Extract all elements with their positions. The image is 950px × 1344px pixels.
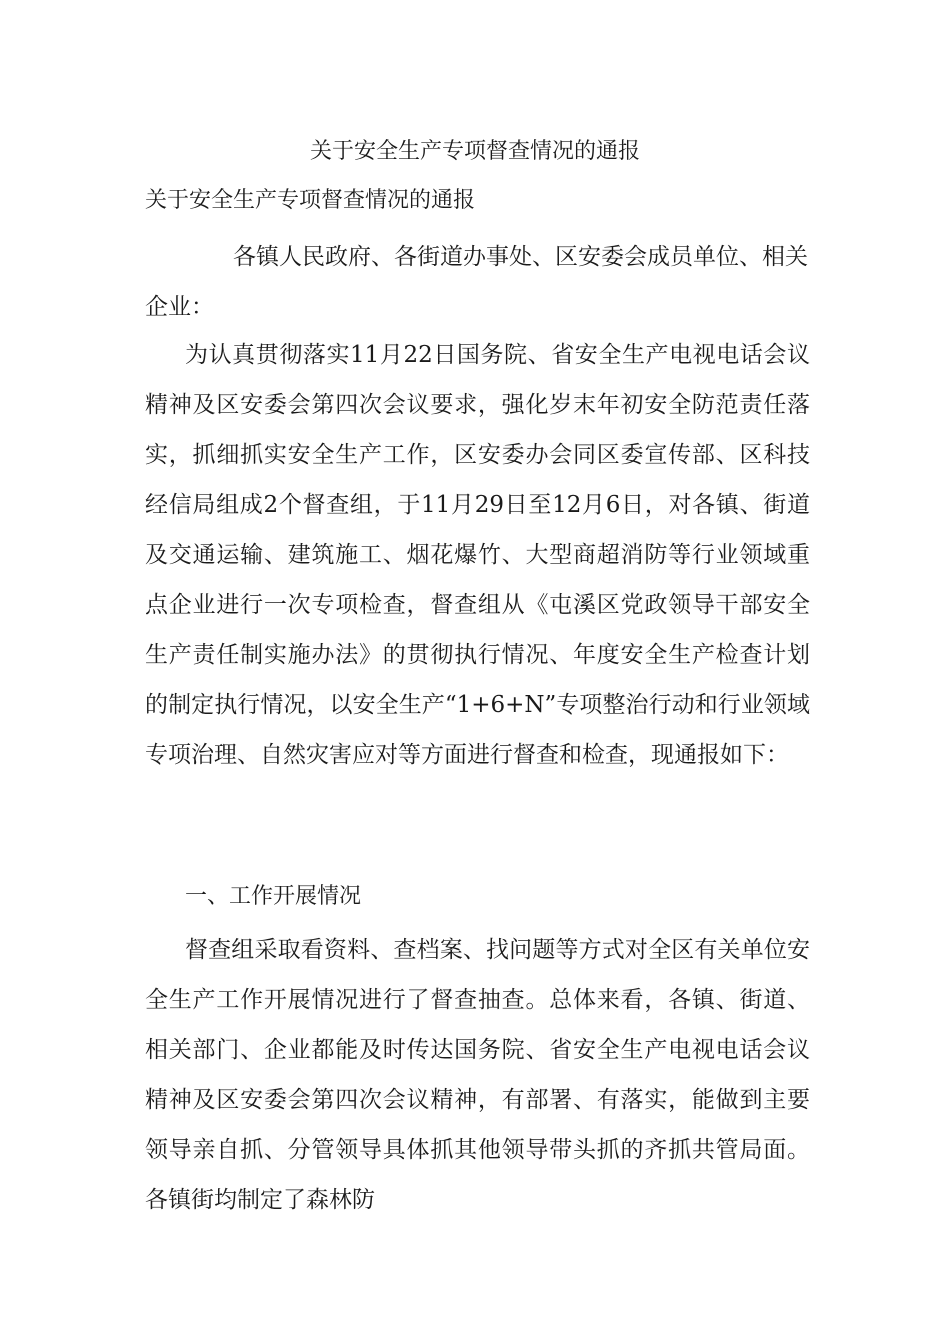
paragraph-intro: 为认真贯彻落实11月22日国务院、省安全生产电视电话会议精神及区安委会第四次会议要求，强化岁末年初安全防范责任落实，抓细抓实安全生产工作，区安委办会同区委宣传部、区科技经信局组成2个督查组，于11月29日至12月6日，对各镇、街道及交通运输、建筑施工、烟花爆竹、大型商超消防等行业领域重点企业进行一次专项检查，督查组从《屯溪区党政领导干部安全生产责任制实施办法》的贯彻执行情况、年度安全生产检查计划的制定执行情况，以安全生产“1+6+N”专项整治行动和行业领域专项治理、自然灾害应对等方面进行督查和检查，现通报如下：: [145, 342, 810, 768]
paragraph-work-status: 督查组采取看资料、查档案、找问题等方式对全区有关单位安全生产工作开展情况进行了督查抽查。总体来看，各镇、街道、相关部门、企业都能及时传达国务院、省安全生产电视电话会议精神及区安委会第四次会议精神，有部署、有落实，能做到主要领导亲自抓、分管领导具体抓其他领导带头抓的齐抓共管局面。各镇街均制定了森林防: [145, 937, 810, 1213]
section-heading: 一、工作开展情况: [185, 884, 362, 909]
document-subtitle: 关于安全生产专项督查情况的通报: [145, 188, 476, 213]
document-title: 关于安全生产专项督查情况的通报: [309, 139, 640, 164]
addressee: 各镇人民政府、各街道办事处、区安委会成员单位、相关企业：: [145, 244, 808, 320]
